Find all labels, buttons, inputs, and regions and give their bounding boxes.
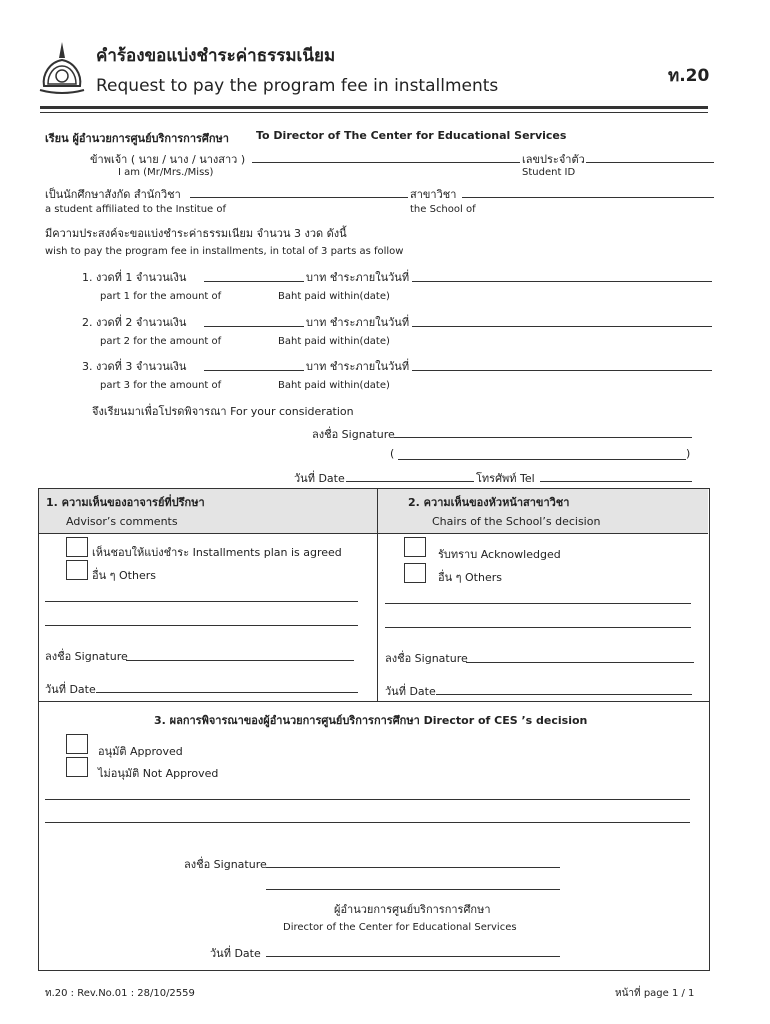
director-approved-label: อนุมัติ Approved (98, 745, 183, 758)
chair-date-field[interactable] (436, 694, 692, 695)
director-approved-checkbox[interactable] (66, 734, 88, 754)
advisor-agree-checkbox[interactable] (66, 537, 88, 557)
student-id-thai: เลขประจำตัว (522, 153, 585, 166)
advisor-others-checkbox[interactable] (66, 560, 88, 580)
applicant-signature-field[interactable] (394, 437, 692, 438)
director-heading: 3. ผลการพิจารณาของผู้อำนวยการศูนย์บริการการศึกษา Director of CES ’s decision (154, 714, 588, 727)
installment-3-amount-field[interactable] (204, 370, 304, 371)
paren-open: ( (390, 447, 395, 460)
director-date-field[interactable] (266, 956, 560, 957)
chair-acknowledged-checkbox[interactable] (404, 537, 426, 557)
title-english: Request to pay the program fee in installments (96, 76, 499, 96)
installment-3-thai: 3. งวดที่ 3 จำนวนเงิน (82, 360, 187, 373)
chair-date-label: วันที่ Date (385, 685, 436, 698)
installment-1-part-english: part 1 for the amount of (100, 291, 222, 302)
to-english: To Director of The Center for Educational Services (256, 129, 567, 142)
advisor-comment-line-1[interactable] (45, 601, 358, 602)
advisor-others-label: อื่น ๆ Others (92, 569, 156, 582)
i-am-thai: ข้าพเจ้า ( นาย / นาง / นางสาว ) (90, 153, 246, 166)
installment-1-thai: 1. งวดที่ 1 จำนวนเงิน (82, 271, 187, 284)
school-thai: สาขาวิชา (410, 188, 457, 201)
installment-1-baht-english: Baht paid within(date) (278, 291, 390, 302)
form-code: ท.20 (668, 66, 710, 86)
section-divider (377, 488, 378, 701)
installment-3-part-english: part 3 for the amount of (100, 380, 222, 391)
wish-english: wish to pay the program fee in installments, in total of 3 parts as follow (45, 246, 404, 257)
paren-close: ) (686, 447, 691, 460)
to-thai: เรียน ผู้อำนวยการศูนย์บริการการศึกษา (45, 132, 229, 145)
school-english: the School of (410, 204, 476, 215)
student-id-english: Student ID (522, 167, 576, 178)
applicant-tel-label: โทรศัพท์ Tel (476, 472, 535, 485)
header-rule-thick (40, 106, 708, 109)
affiliated-thai: เป็นนักศึกษาสังกัด สำนักวิชา (45, 188, 181, 201)
wish-thai: มีความประสงค์จะขอแบ่งชำระค่าธรรมเนียม จำนวน 3 งวด ดังนี้ (45, 227, 347, 240)
installment-1-amount-field[interactable] (204, 281, 304, 282)
advisor-heading-thai: 1. ความเห็นของอาจารย์ที่ปรึกษา (46, 496, 205, 509)
student-id-field[interactable] (586, 162, 714, 163)
applicant-signature-label: ลงชื่อ Signature (312, 428, 395, 441)
advisor-comment-line-2[interactable] (45, 625, 358, 626)
installment-1-baht-thai: บาท ชำระภายในวันที่ (306, 271, 410, 284)
installment-3-date-field[interactable] (412, 370, 712, 371)
installment-2-part-english: part 2 for the amount of (100, 336, 222, 347)
chair-signature-label: ลงชื่อ Signature (385, 652, 468, 665)
director-date-label: วันที่ Date (210, 947, 261, 960)
footer-revision: ท.20 : Rev.No.01 : 28/10/2559 (45, 988, 195, 999)
school-field[interactable] (462, 197, 714, 198)
director-signature-field[interactable] (266, 867, 560, 868)
director-not-approved-checkbox[interactable] (66, 757, 88, 777)
advisor-signature-label: ลงชื่อ Signature (45, 650, 128, 663)
installment-3-baht-english: Baht paid within(date) (278, 380, 390, 391)
chair-comment-line-1[interactable] (385, 603, 691, 604)
director-title-english: Director of the Center for Educational Services (283, 922, 517, 933)
applicant-date-field[interactable] (346, 481, 474, 482)
installment-2-baht-thai: บาท ชำระภายในวันที่ (306, 316, 410, 329)
chair-signature-field[interactable] (466, 662, 694, 663)
director-comment-line-1[interactable] (45, 799, 690, 800)
consideration-text: จึงเรียนมาเพื่อโปรดพิจารณา For your consideration (92, 405, 354, 418)
applicant-tel-field[interactable] (540, 481, 692, 482)
advisor-signature-field[interactable] (126, 660, 354, 661)
advisor-heading-english: Advisor’s comments (66, 515, 178, 528)
institute-field[interactable] (190, 197, 408, 198)
installment-2-date-field[interactable] (412, 326, 712, 327)
director-signature-label: ลงชื่อ Signature (184, 858, 267, 871)
chair-acknowledged-label: รับทราบ Acknowledged (438, 548, 561, 561)
name-field[interactable] (252, 162, 520, 163)
director-comment-line-2[interactable] (45, 822, 690, 823)
chair-heading-thai: 2. ความเห็นของหัวหน้าสาขาวิชา (408, 496, 570, 509)
director-not-approved-label: ไม่อนุมัติ Not Approved (98, 767, 219, 780)
chair-comment-line-2[interactable] (385, 627, 691, 628)
installment-2-thai: 2. งวดที่ 2 จำนวนเงิน (82, 316, 187, 329)
installment-2-amount-field[interactable] (204, 326, 304, 327)
chair-others-checkbox[interactable] (404, 563, 426, 583)
advisor-date-field[interactable] (96, 692, 358, 693)
i-am-english: I am (Mr/Mrs./Miss) (118, 167, 214, 178)
university-seal-logo (34, 40, 90, 96)
affiliated-english: a student affiliated to the Institue of (45, 204, 227, 215)
header-rule-thin (40, 112, 708, 113)
applicant-name-field[interactable] (398, 459, 686, 460)
advisor-agree-label: เห็นชอบให้แบ่งชำระ Installments plan is agreed (92, 546, 342, 559)
chair-others-label: อื่น ๆ Others (438, 571, 502, 584)
advisor-date-label: วันที่ Date (45, 683, 96, 696)
title-thai: คำร้องขอแบ่งชำระค่าธรรมเนียม (96, 46, 336, 66)
installment-3-baht-thai: บาท ชำระภายในวันที่ (306, 360, 410, 373)
footer-page-number: หน้าที่ page 1 / 1 (615, 988, 695, 999)
chair-heading-english: Chairs of the School’s decision (432, 515, 601, 528)
installment-2-baht-english: Baht paid within(date) (278, 336, 390, 347)
director-title-thai: ผู้อำนวยการศูนย์บริการการศึกษา (334, 903, 491, 916)
installment-1-date-field[interactable] (412, 281, 712, 282)
applicant-date-label: วันที่ Date (294, 472, 345, 485)
director-name-field[interactable] (266, 889, 560, 890)
